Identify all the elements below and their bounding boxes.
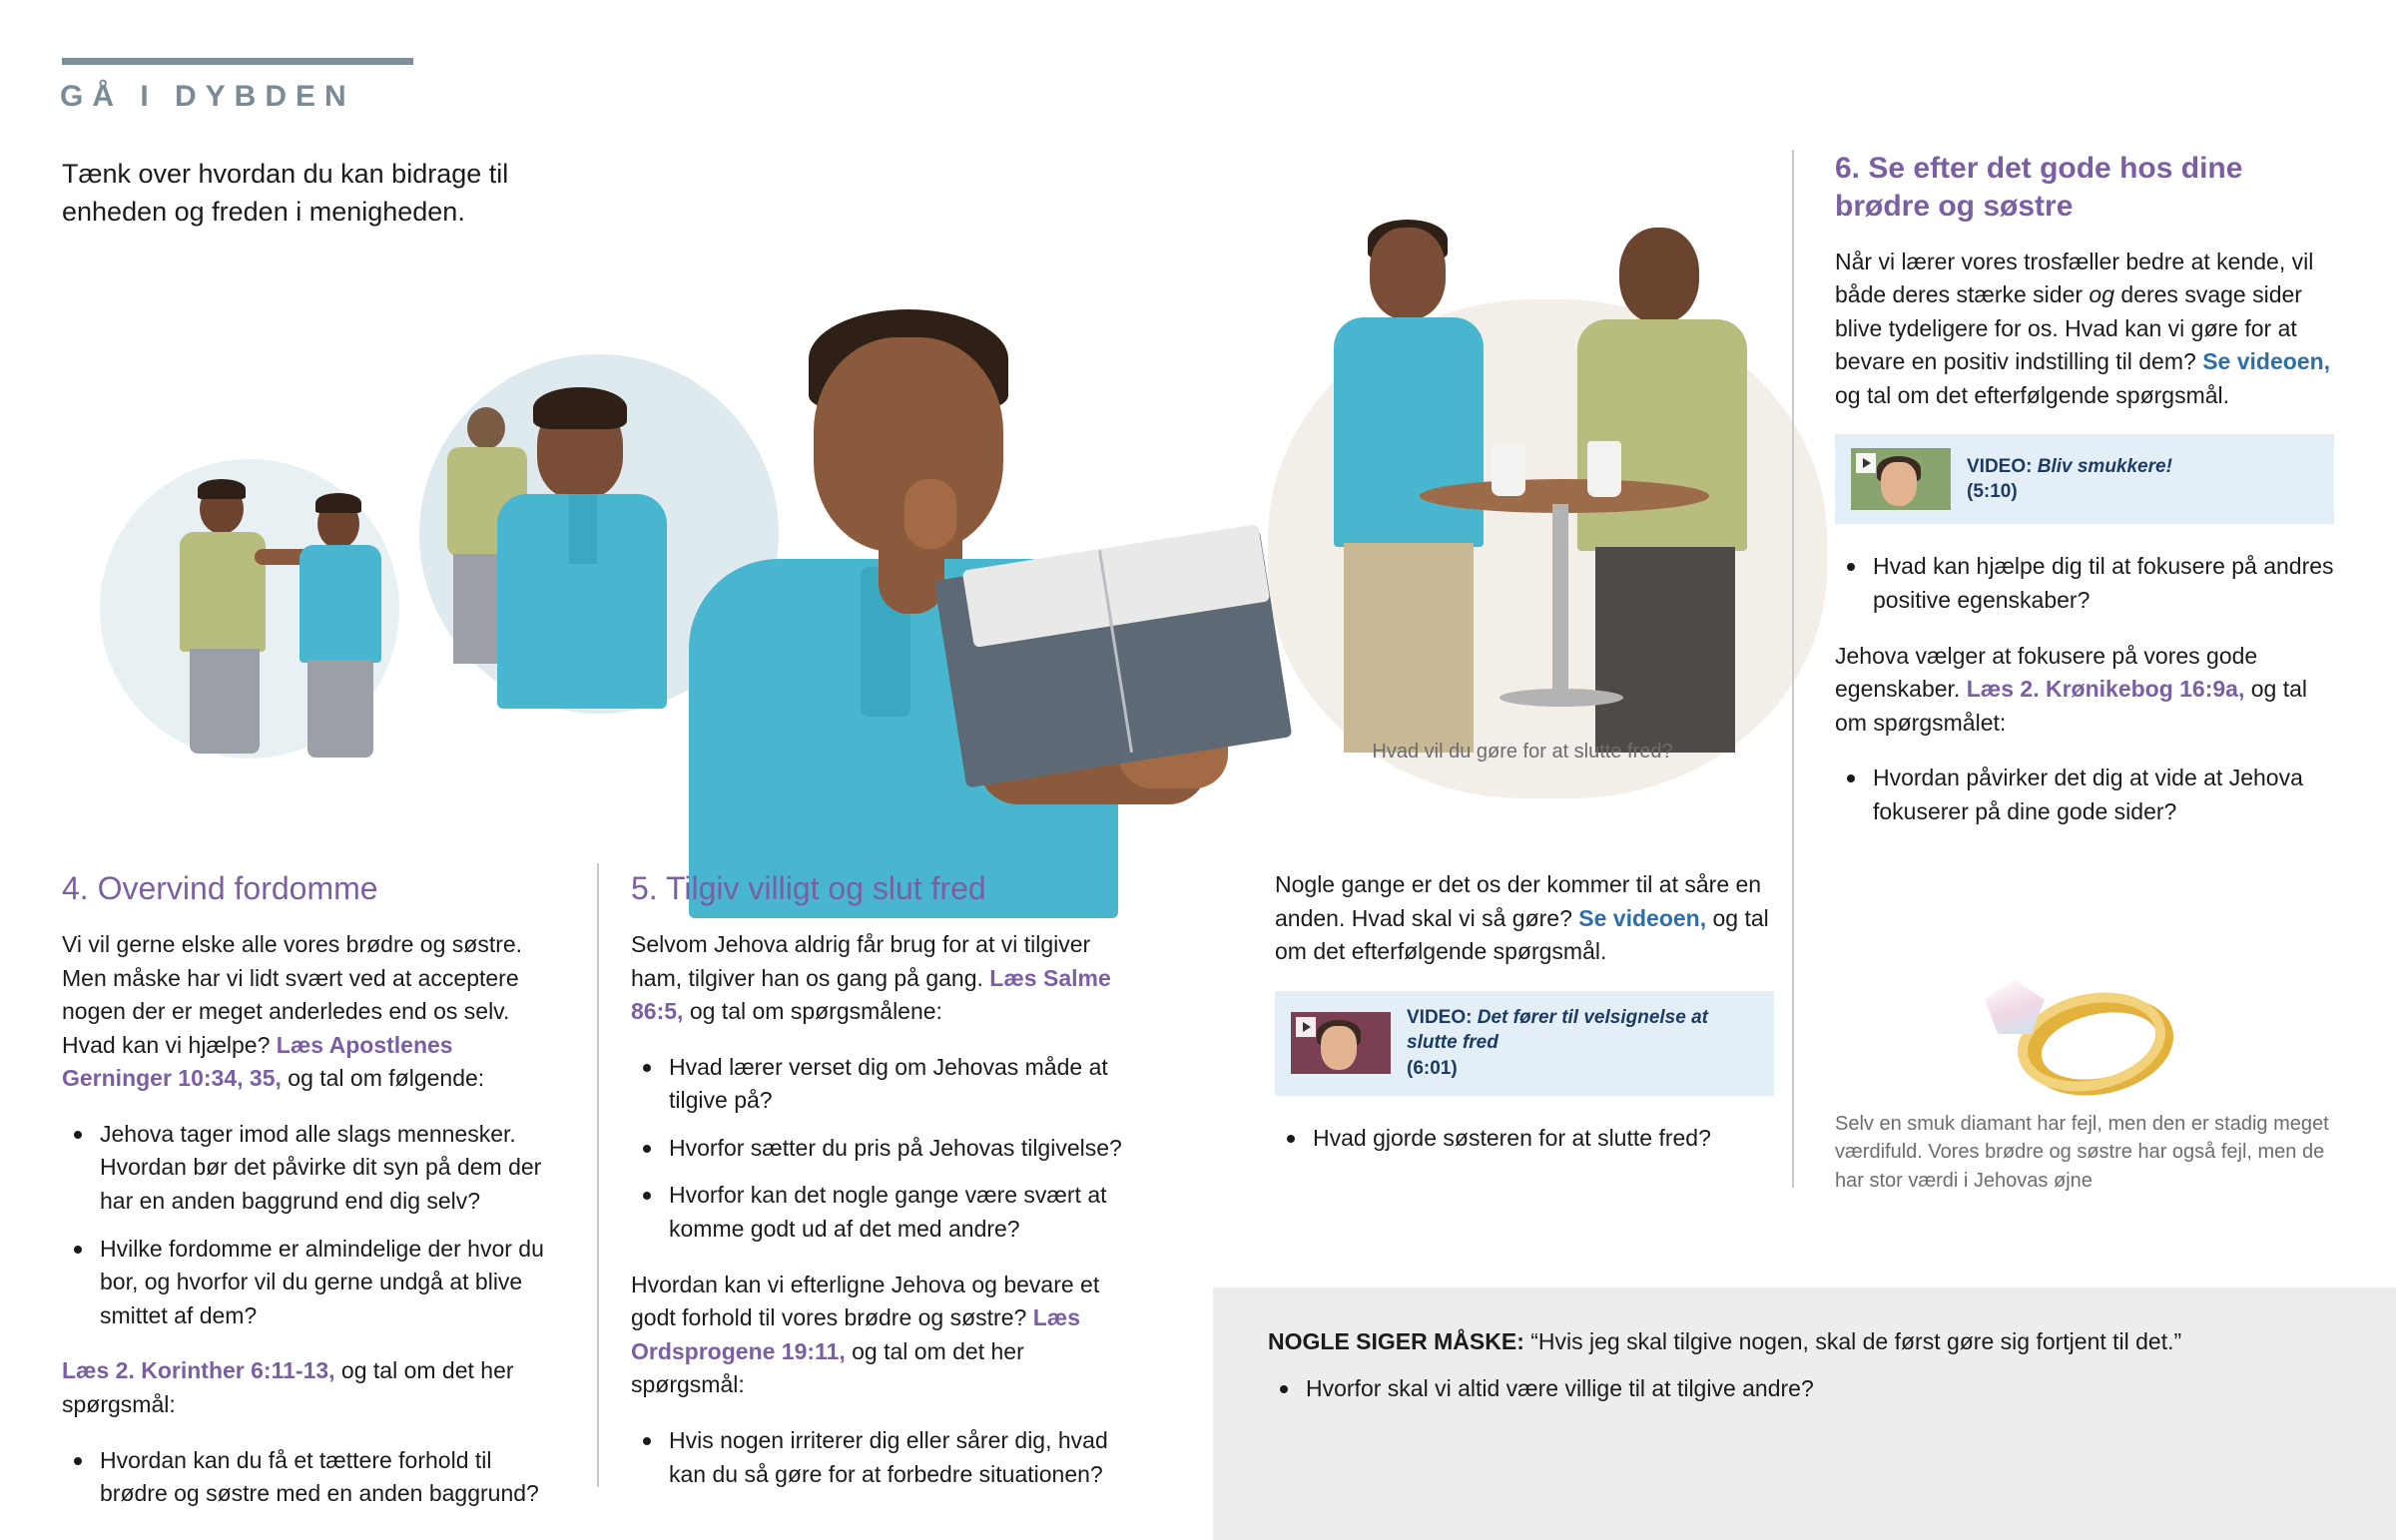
- s5-p2-b: og tal om det her spørgsmål:: [631, 1337, 1024, 1398]
- section-6: [1835, 150, 2334, 851]
- section-4-questions-2: [62, 1444, 561, 1511]
- section-5-paragraph-2: [631, 1269, 1130, 1402]
- s5-p1-b: og tal om spørgsmålene:: [683, 998, 942, 1025]
- s6-p1-a: Når vi lærer vores trosfæller bedre at kende, vil både deres stærke sider: [1835, 248, 2314, 308]
- column-divider-right: [1792, 150, 1794, 1188]
- play-icon[interactable]: [1856, 453, 1876, 473]
- list-item: Hvis nogen irriterer dig eller sårer dig, hvad kan du så gøre for at forbedre situationen?: [665, 1424, 1130, 1491]
- list-item: Hvorfor sætter du pris på Jehovas tilgivelse?: [665, 1132, 1130, 1166]
- s4-p2-b: og tal om det her spørgsmål:: [62, 1357, 514, 1417]
- video-kicker: VIDEO:: [1407, 1006, 1473, 1028]
- section-4-paragraph-1: [62, 928, 561, 1096]
- mid-video-link[interactable]: Se videoen,: [1578, 904, 1707, 931]
- list-item: Jehova tager imod alle slags mennesker. Hvordan bør det påvirke dit syn på dem der har en anden baggrund end dig selv?: [96, 1118, 561, 1219]
- illustration-group: [50, 150, 1787, 808]
- list-item: Hvilke fordomme er almindelige der hvor du bor, og hvorfor vil du gerne undgå at blive smittet af dem?: [96, 1233, 561, 1333]
- s6-p2-reference[interactable]: Læs 2. Krønikebog 16:9a,: [1966, 676, 2245, 703]
- s5-p1-a: Selvom Jehova aldrig får brug for at vi tilgiver ham, tilgiver han os gang på gang.: [631, 931, 1091, 991]
- s6-p2-a: Jehova vælger at fokusere på vores gode egenskaber.: [1835, 642, 2258, 703]
- column-divider-middle: [597, 863, 599, 1487]
- section-5-title: 5. Tilgiv villigt og slut fred: [631, 870, 986, 906]
- section-5-questions-1: [631, 1051, 1130, 1247]
- section-4-paragraph-2: [62, 1354, 561, 1421]
- s5-p2-reference[interactable]: Læs Ordsprogene 19:11,: [631, 1304, 1080, 1364]
- video-duration: (5:10): [1967, 481, 2018, 503]
- video-title: Bliv smukkere!: [2037, 455, 2172, 477]
- s4-p1-reference[interactable]: Læs Apostlenes Gerninger 10:34, 35,: [62, 1031, 453, 1092]
- section-5-questions-2: [631, 1424, 1130, 1491]
- section-6-questions-2: [1835, 762, 2334, 828]
- section-4-questions-1: [62, 1118, 561, 1332]
- mid-p1-b: og tal om det efterfølgende spørgsmål.: [1275, 904, 1769, 965]
- video-label: [1407, 1005, 1758, 1082]
- section-6-continuation: [1275, 868, 1774, 1177]
- s6-p1-b: deres svage sider blive tydeligere for os. Hvad kan vi gøre for at bevare en positiv indstilling til dem?: [1835, 281, 2302, 375]
- section-6-paragraph-1: [1835, 246, 2334, 413]
- s6-p1-c: og tal om det efterfølgende spørgsmål.: [1835, 381, 2230, 408]
- video-card-fred[interactable]: [1275, 991, 1774, 1096]
- thumbnail-face: [1881, 462, 1917, 506]
- list-item: Hvorfor skal vi altid være villige til at tilgive andre?: [1302, 1372, 2346, 1406]
- s5-p1-reference[interactable]: Læs Salme 86:5,: [631, 964, 1111, 1025]
- mid-paragraph-1: [1275, 868, 1774, 969]
- s4-p1-b: og tal om følgende:: [281, 1065, 485, 1092]
- s6-video-link[interactable]: Se videoen,: [2202, 348, 2331, 375]
- ring-caption: Selv en smuk diamant har fejl, men den er stadig meget værdifuld. Vores brødre og søstre har også fejl, men de har stor værdi i Jehovas øjne: [1835, 1113, 2329, 1192]
- diamond-ring-illustration: [1835, 938, 2334, 1108]
- s5-p2-a: Hvordan kan vi efterligne Jehova og bevare et godt forhold til vores brødre og søstre?: [631, 1271, 1100, 1331]
- mid-questions: [1275, 1122, 1774, 1156]
- list-item: Hvordan kan du få et tættere forhold til brødre og søstre med en anden baggrund?: [96, 1444, 561, 1511]
- list-item: Hvad lærer verset dig om Jehovas måde at tilgive på?: [665, 1051, 1130, 1118]
- intro-text: Tænk over hvordan du kan bidrage til enheden og freden i menigheden.: [62, 159, 509, 228]
- bottom-questions: [1268, 1372, 2346, 1406]
- video-duration: (6:01): [1407, 1058, 1458, 1080]
- scene-man-reading: [649, 309, 1328, 948]
- mid-p1-a: Nogle gange er det os der kommer til at såre en anden. Hvad skal vi så gøre?: [1275, 871, 1762, 931]
- s4-p2-reference[interactable]: Læs 2. Korinther 6:11-13,: [62, 1357, 335, 1384]
- bottom-panel-content: [1268, 1325, 2346, 1420]
- video-thumbnail[interactable]: [1291, 1012, 1391, 1074]
- bottom-statement: [1268, 1325, 2346, 1358]
- play-icon[interactable]: [1296, 1017, 1316, 1037]
- section-6-paragraph-2: [1835, 640, 2334, 741]
- bottom-quote: “Hvis jeg skal tilgive nogen, skal de først gøre sig fortjent til det.”: [1530, 1328, 2182, 1354]
- video-kicker: VIDEO:: [1967, 455, 2033, 477]
- section-4-title: 4. Overvind fordomme: [62, 870, 378, 906]
- list-item: Hvad gjorde søsteren for at slutte fred?: [1309, 1122, 1774, 1156]
- header-rule: [62, 58, 413, 65]
- section-5: [631, 868, 1130, 1513]
- bottom-kicker: NOGLE SIGER MÅSKE:: [1268, 1328, 1524, 1354]
- section-4: [62, 868, 561, 1533]
- illustration-caption: Hvad vil du gøre for at slutte fred?: [1372, 741, 1673, 763]
- list-item: Hvordan påvirker det dig at vide at Jehova fokuserer på dine gode sider?: [1869, 762, 2334, 828]
- section-5-paragraph-1: [631, 928, 1130, 1029]
- video-title: Det fører til velsignelse at slutte fred: [1407, 1006, 1708, 1054]
- list-item: Hvad kan hjælpe dig til at fokusere på andres positive egenskaber?: [1869, 550, 2334, 617]
- video-card-bliv-smukkere[interactable]: [1835, 434, 2334, 524]
- page-eyebrow: GÅ I DYBDEN: [60, 80, 355, 113]
- s6-p2-b: og tal om spørgsmålet:: [1835, 676, 2308, 736]
- video-label: [1967, 454, 2172, 505]
- section-6-title: 6. Se efter det gode hos dine brødre og søstre: [1835, 152, 2243, 223]
- s6-p1-emphasis: og: [2089, 281, 2114, 308]
- thumbnail-face: [1321, 1026, 1357, 1070]
- video-thumbnail[interactable]: [1851, 448, 1951, 510]
- s4-p1-a: Vi vil gerne elske alle vores brødre og søstre. Men måske har vi lidt svært ved at acceptere nogen der er meget anderledes end os selv. Hvad kan vi hjælpe?: [62, 931, 523, 1058]
- list-item: Hvorfor kan det nogle gange være svært at komme godt ud af det med andre?: [665, 1179, 1130, 1246]
- section-6-questions-1: [1835, 550, 2334, 617]
